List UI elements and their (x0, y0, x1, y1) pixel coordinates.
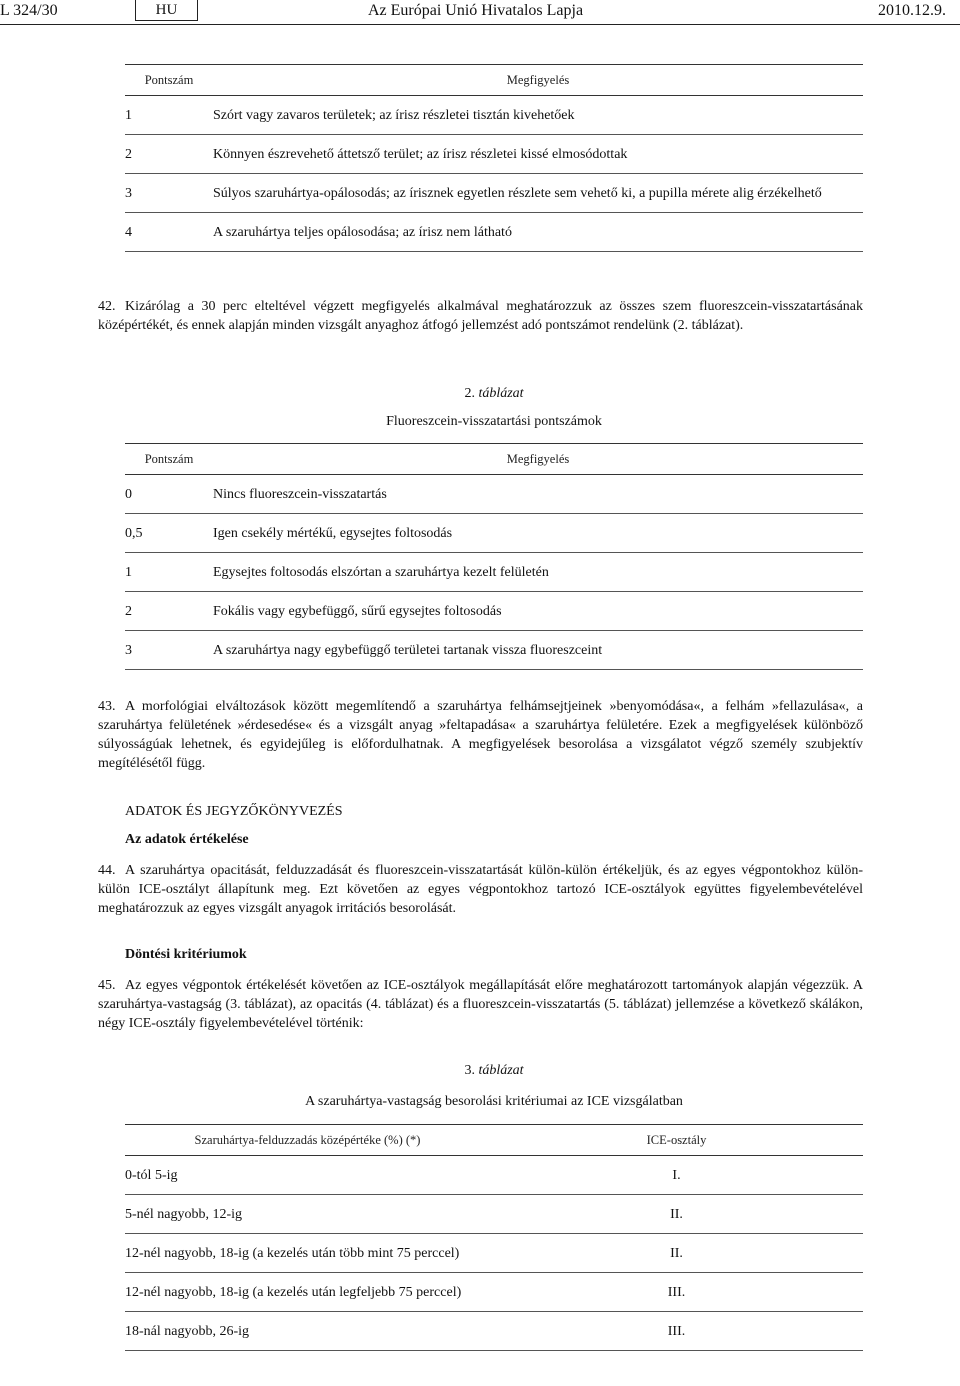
paragraph-44 (98, 861, 863, 918)
table-3-title: A szaruhártya-vastagság besorolási kritériumai az ICE vizsgálatban (305, 1094, 683, 1109)
score-cell: 4 (125, 213, 213, 252)
score-cell: 0,5 (125, 514, 213, 553)
publication-date: 2010.12.9. (878, 2, 946, 19)
column-header-score: Pontszám (125, 444, 213, 475)
paragraph-text: A szaruhártya opacitását, felduzzadását és fluoreszcein-visszatartását külön-külön értékeljük, és az egyes végpontokhoz külön-külön ICE-osztályt állapítunk meg. Ezt követően az egyes végpontokhoz tartozó ICE-osztályok együttes figyelembevételével meghatározzuk az egyes vizsgált anyagok irritációs besorolását. (98, 863, 863, 916)
ice-class-cell: I. (490, 1156, 863, 1195)
observation-cell: Súlyos szaruhártya-opálosodás; az írisznek egyetlen részlete sem vehető ki, a pupilla mérete alig érzékelhető (213, 174, 863, 213)
table-3-caption (125, 1063, 863, 1079)
table-row (125, 514, 863, 553)
language-badge: HU (135, 0, 198, 21)
range-cell: 12-nél nagyobb, 18-ig (a kezelés után több mint 75 perccel) (125, 1234, 490, 1273)
score-cell: 3 (125, 631, 213, 670)
table-row (125, 174, 863, 213)
journal-title: Az Európai Unió Hivatalos Lapja (368, 2, 584, 19)
score-cell: 2 (125, 592, 213, 631)
paragraph-43 (98, 697, 863, 773)
table-row (125, 213, 863, 252)
caption-word: táblázat (478, 1063, 524, 1078)
score-cell: 3 (125, 174, 213, 213)
paragraph-number: 44. (98, 863, 116, 878)
column-header-observation: Megfigyelés (213, 444, 863, 475)
column-header-ice-class: ICE-osztály (490, 1125, 863, 1156)
observation-cell: Szórt vagy zavaros területek; az írisz részletei tisztán kivehetőek (213, 96, 863, 135)
caption-number: 3. (464, 1063, 475, 1078)
ice-class-cell: II. (490, 1195, 863, 1234)
ice-class-cell: II. (490, 1234, 863, 1273)
subsection-title-decision-criteria: Döntési kritériumok (125, 947, 247, 962)
page-header (0, 0, 960, 25)
observation-cell: Könnyen észrevehető áttetsző terület; az írisz részletei kissé elmosódottak (213, 135, 863, 174)
observation-cell: Nincs fluoreszcein-visszatartás (213, 475, 863, 514)
paragraph-number: 43. (98, 699, 116, 714)
table-row (125, 1312, 863, 1351)
paragraph-text: A morfológiai elváltozások között megemlítendő a szaruhártya felhámsejtjeinek »benyomódása«, a felhám »fellazulása«, a szaruhártya felületének »érdesedése« és a vizsgált anyag »feltapadása« a szaruhártya felületére. Ezek a megfigyelések különböző súlyosságúak lehetnek, és egyidejűleg is előfordulhatnak. A megfigyelések besorolása a vizsgálatot végző személy szubjektív megítélésétől függ. (98, 699, 863, 771)
observation-table-1 (125, 64, 863, 252)
table-row (125, 475, 863, 514)
column-header-swelling: Szaruhártya-felduzzadás középértéke (%) (*) (125, 1125, 490, 1156)
caption-word: táblázat (478, 386, 524, 401)
column-header-observation: Megfigyelés (213, 65, 863, 96)
paragraph-text: Az egyes végpontok értékelését követően az ICE-osztályok megállapítását előre meghatározott tartományok alapján végezzük. A szaruhártya-vastagság (3. táblázat), az opacitás (4. táblázat) és a fluoreszcein-visszatartás (5. táblázat) jellemzése a következő skálákon, négy ICE-osztály figyelembevételével történik: (98, 978, 863, 1031)
table-row (125, 1195, 863, 1234)
paragraph-42 (98, 297, 863, 335)
paragraph-text: Kizárólag a 30 perc elteltével végzett megfigyelés alkalmával meghatározzuk az összes szem fluoreszcein-visszatartásának középértékét, és ennek alapján minden vizsgált anyaghoz átfogó jellemzést adó pontszámot rendelünk (2. táblázat). (98, 299, 863, 333)
table-row (125, 1156, 863, 1195)
table-row (125, 631, 863, 670)
table-row (125, 135, 863, 174)
ice-class-cell: III. (490, 1273, 863, 1312)
section-title: ADATOK ÉS JEGYZŐKÖNYVEZÉS (125, 804, 343, 819)
paragraph-45 (98, 976, 863, 1033)
observation-cell: Egysejtes foltosodás elszórtan a szaruhártya kezelt felületén (213, 553, 863, 592)
paragraph-number: 42. (98, 299, 116, 314)
observation-cell: Fokális vagy egybefüggő, sűrű egysejtes foltosodás (213, 592, 863, 631)
table-row (125, 96, 863, 135)
range-cell: 5-nél nagyobb, 12-ig (125, 1195, 490, 1234)
score-cell: 2 (125, 135, 213, 174)
table-row (125, 1234, 863, 1273)
ice-class-table (125, 1124, 863, 1351)
caption-number: 2. (464, 386, 475, 401)
table-row (125, 553, 863, 592)
ice-class-cell: III. (490, 1312, 863, 1351)
page-reference: L 324/30 (0, 2, 58, 19)
range-cell: 18-nál nagyobb, 26-ig (125, 1312, 490, 1351)
table-2-caption (125, 386, 863, 402)
range-cell: 12-nél nagyobb, 18-ig (a kezelés után legfeljebb 75 perccel) (125, 1273, 490, 1312)
observation-cell: Igen csekély mértékű, egysejtes foltosodás (213, 514, 863, 553)
paragraph-number: 45. (98, 978, 116, 993)
subsection-title-data-evaluation: Az adatok értékelése (125, 832, 249, 847)
score-cell: 0 (125, 475, 213, 514)
score-cell: 1 (125, 96, 213, 135)
table-row (125, 592, 863, 631)
observation-cell: A szaruhártya nagy egybefüggő területei tartanak vissza fluoreszceint (213, 631, 863, 670)
table-row (125, 1273, 863, 1312)
score-cell: 1 (125, 553, 213, 592)
column-header-score: Pontszám (125, 65, 213, 96)
observation-cell: A szaruhártya teljes opálosodása; az írisz nem látható (213, 213, 863, 252)
fluorescein-table (125, 443, 863, 670)
table-2-title: Fluoreszcein-visszatartási pontszámok (386, 414, 602, 429)
range-cell: 0-tól 5-ig (125, 1156, 490, 1195)
